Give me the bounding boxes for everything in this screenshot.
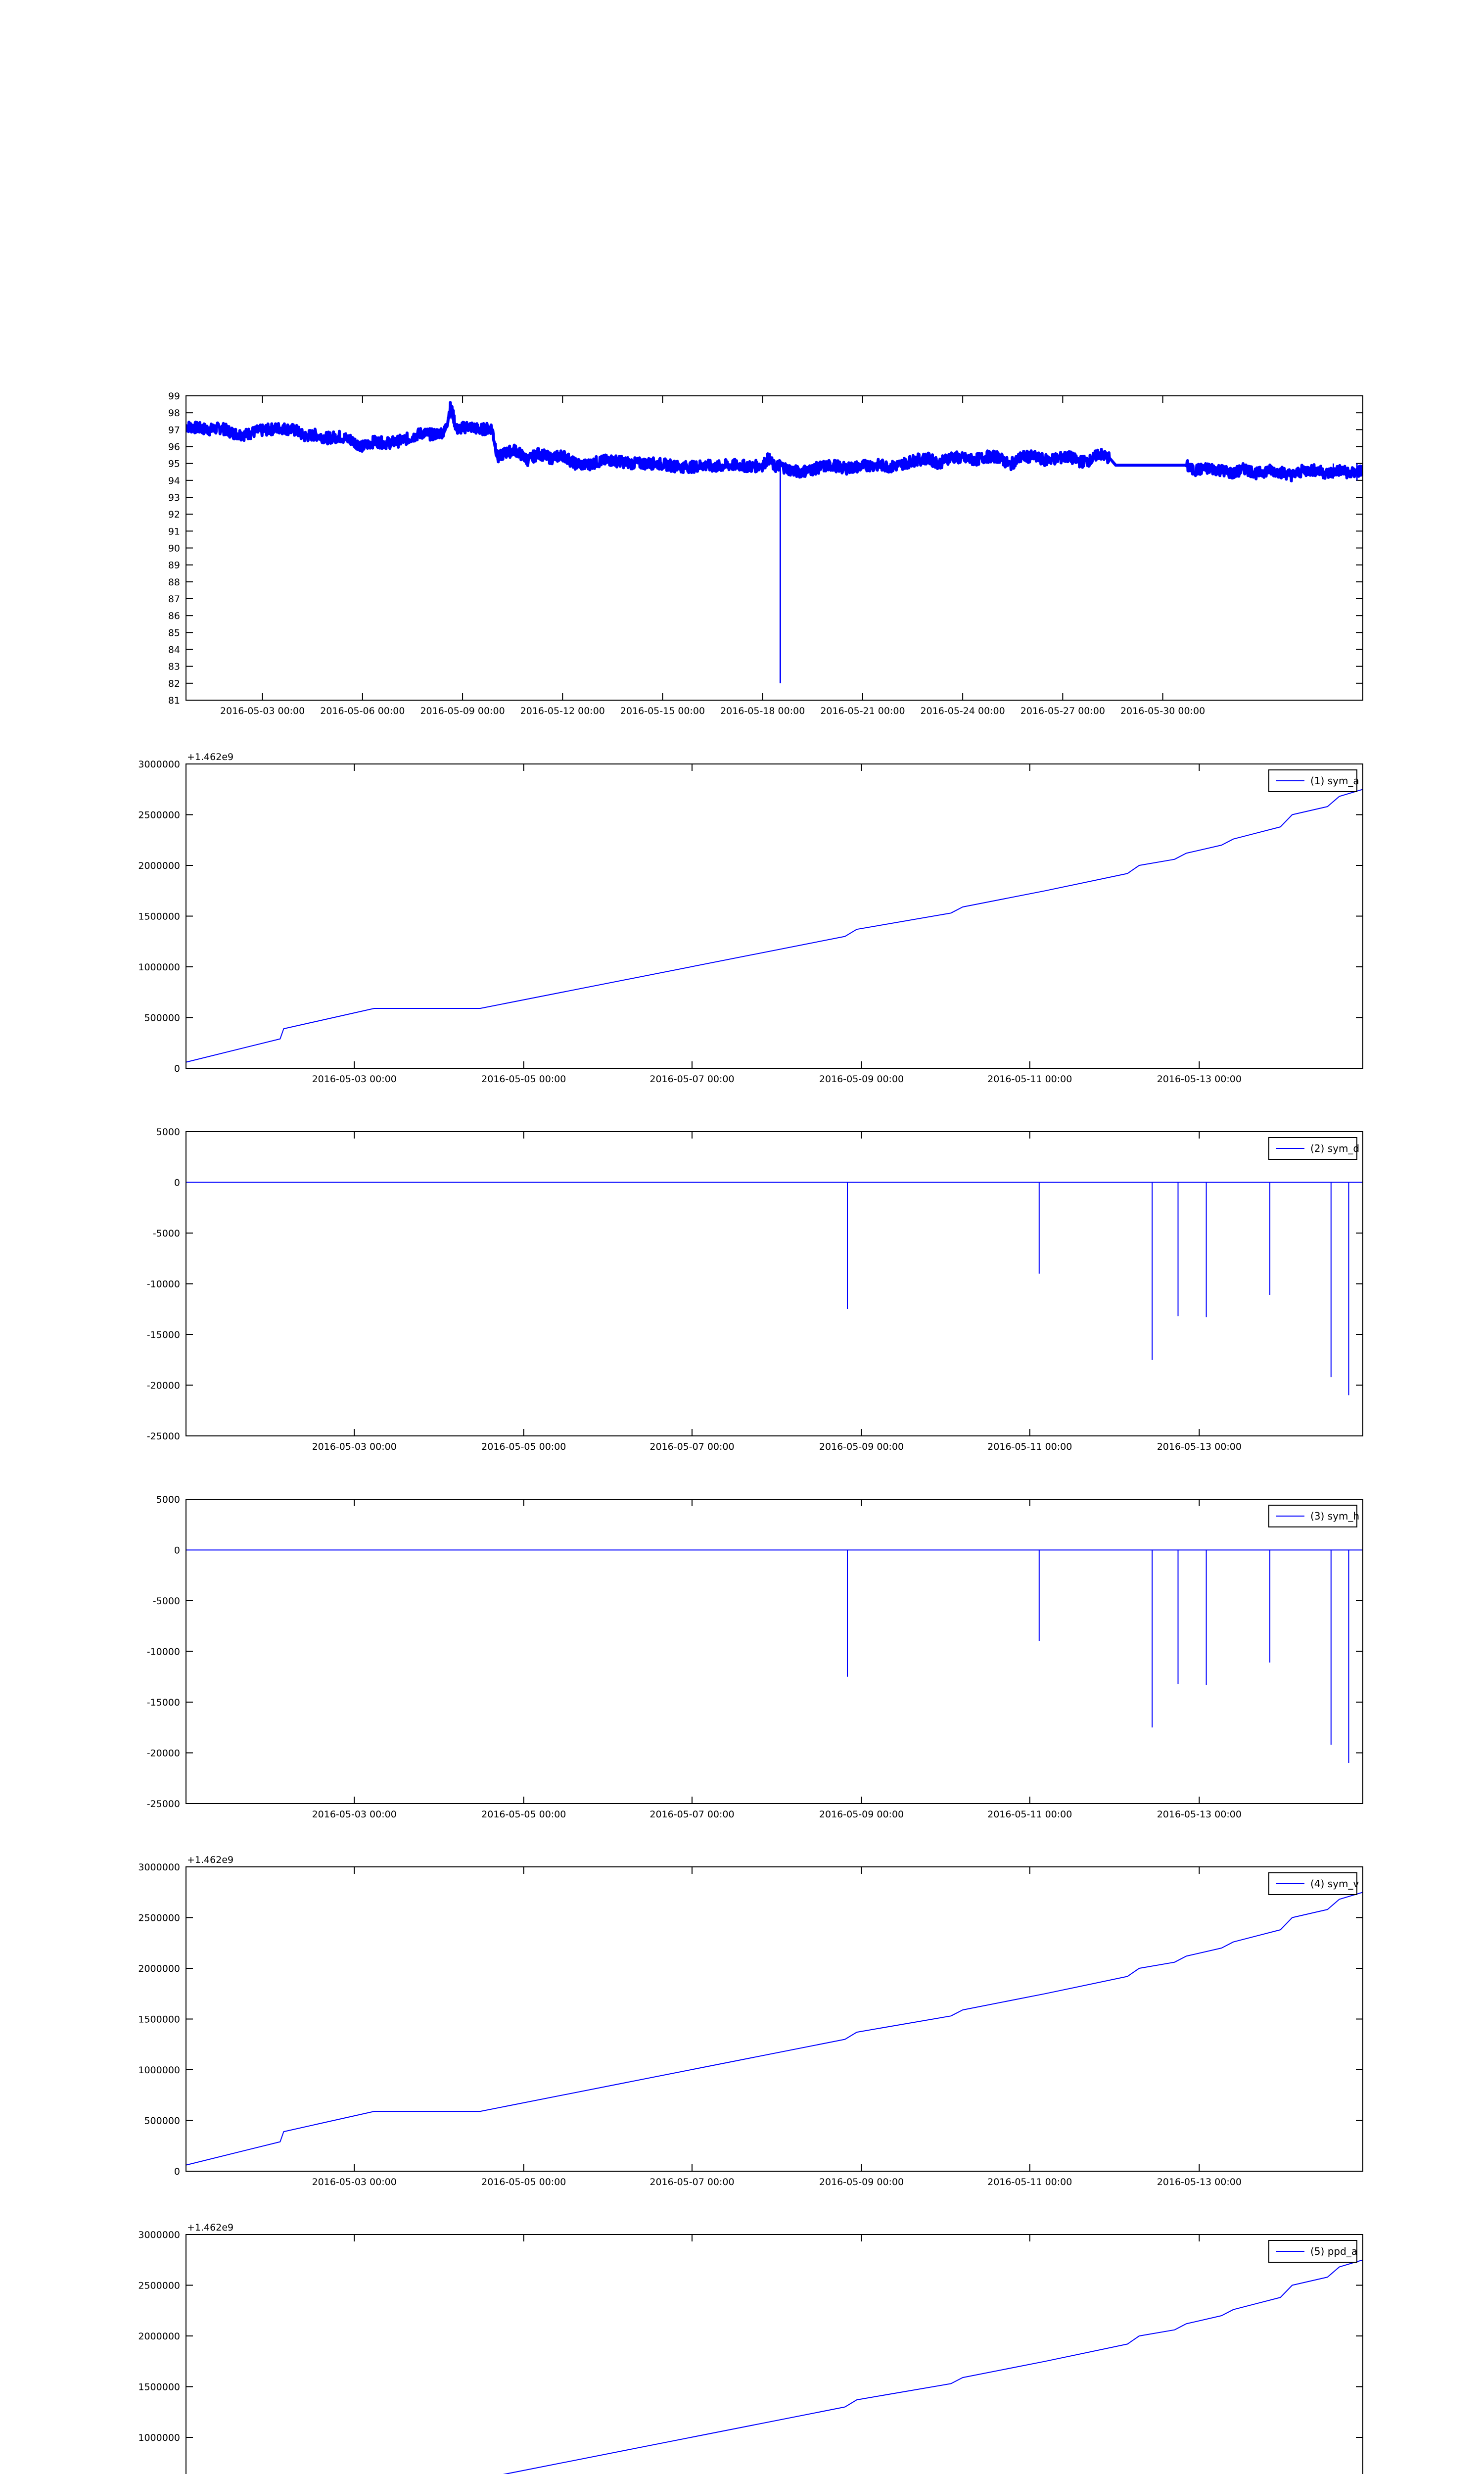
- y-tick-label: 500000: [144, 1012, 180, 1024]
- y-tick-label: 85: [168, 627, 180, 639]
- x-tick-label: 2016-05-12 00:00: [520, 706, 605, 716]
- y-tick-label: -25000: [146, 1431, 180, 1442]
- x-tick-label: 2016-05-03 00:00: [312, 2177, 397, 2188]
- y-tick-label: -10000: [146, 1646, 180, 1658]
- x-tick-label: 2016-05-07 00:00: [649, 1809, 735, 1820]
- x-tick-label: 2016-05-11 00:00: [987, 1441, 1072, 1452]
- x-tick-label: 2016-05-11 00:00: [987, 1809, 1072, 1820]
- x-tick-label: 2016-05-05 00:00: [481, 1074, 566, 1085]
- y-tick-label: 87: [168, 594, 180, 605]
- x-tick-label: 2016-05-11 00:00: [987, 2177, 1072, 2188]
- x-tick-label: 2016-05-30 00:00: [1120, 706, 1206, 716]
- y-tick-label: 1500000: [138, 2014, 180, 2025]
- x-tick-label: 2016-05-09 00:00: [819, 1441, 904, 1452]
- y-tick-label: 90: [168, 543, 180, 554]
- y-tick-label: 1500000: [138, 2381, 180, 2393]
- y-tick-label: 0: [174, 1063, 180, 1074]
- x-tick-label: 2016-05-05 00:00: [481, 1809, 566, 1820]
- x-tick-label: 2016-05-03 00:00: [312, 1441, 397, 1452]
- y-tick-label: -25000: [146, 1799, 180, 1809]
- y-tick-label: -5000: [152, 1228, 180, 1239]
- y-tick-label: 5000: [156, 1127, 180, 1138]
- x-tick-label: 2016-05-11 00:00: [987, 1074, 1072, 1085]
- y-tick-label: 91: [168, 526, 180, 537]
- y-tick-label: 2500000: [138, 1912, 180, 1924]
- y-tick-label: 82: [168, 678, 180, 689]
- y-tick-label: 1000000: [138, 962, 180, 973]
- y-tick-label: 88: [168, 576, 180, 588]
- y-tick-label: -15000: [146, 1330, 180, 1340]
- axis-offset-label: +1.462e9: [187, 1855, 234, 1865]
- x-tick-label: 2016-05-13 00:00: [1157, 1441, 1242, 1452]
- y-tick-label: 0: [174, 1177, 180, 1189]
- y-tick-label: 1500000: [138, 911, 180, 922]
- y-tick-label: 1000000: [138, 2432, 180, 2443]
- x-tick-label: 2016-05-06 00:00: [320, 706, 405, 716]
- y-tick-label: 81: [168, 695, 180, 706]
- x-tick-label: 2016-05-05 00:00: [481, 2177, 566, 2188]
- legend-label: (3) sym_h: [1310, 1510, 1360, 1522]
- y-tick-label: -10000: [146, 1279, 180, 1290]
- legend-label: (2) sym_d: [1310, 1142, 1360, 1154]
- y-tick-label: 500000: [144, 2115, 180, 2127]
- x-tick-label: 2016-05-21 00:00: [820, 706, 905, 716]
- y-tick-label: 98: [168, 408, 180, 419]
- x-tick-label: 2016-05-09 00:00: [819, 2177, 904, 2188]
- x-tick-label: 2016-05-24 00:00: [920, 706, 1005, 716]
- x-tick-label: 2016-05-09 00:00: [819, 1074, 904, 1085]
- y-tick-label: 3000000: [138, 2230, 180, 2240]
- x-tick-label: 2016-05-03 00:00: [220, 706, 305, 716]
- y-tick-label: 95: [168, 458, 180, 470]
- x-tick-label: 2016-05-13 00:00: [1157, 2177, 1242, 2188]
- y-tick-label: 1000000: [138, 2065, 180, 2076]
- y-tick-label: -15000: [146, 1697, 180, 1708]
- x-tick-label: 2016-05-07 00:00: [649, 1441, 735, 1452]
- y-tick-label: 5000: [156, 1494, 180, 1505]
- x-tick-label: 2016-05-18 00:00: [720, 706, 805, 716]
- legend-label: (1) sym_a: [1310, 775, 1359, 787]
- legend-label: (4) sym_v: [1310, 1878, 1359, 1890]
- x-tick-label: 2016-05-13 00:00: [1157, 1074, 1242, 1085]
- x-tick-label: 2016-05-05 00:00: [481, 1441, 566, 1452]
- y-tick-label: 84: [168, 644, 180, 656]
- x-tick-label: 2016-05-07 00:00: [649, 2177, 735, 2188]
- y-tick-label: 2000000: [138, 1963, 180, 1974]
- y-tick-label: 2500000: [138, 809, 180, 821]
- y-tick-label: 96: [168, 441, 180, 453]
- x-tick-label: 2016-05-09 00:00: [819, 1809, 904, 1820]
- y-tick-label: 2000000: [138, 2331, 180, 2342]
- x-tick-label: 2016-05-09 00:00: [420, 706, 505, 716]
- y-tick-label: -5000: [152, 1596, 180, 1607]
- y-tick-label: 2500000: [138, 2280, 180, 2291]
- y-tick-label: 86: [168, 611, 180, 622]
- x-tick-label: 2016-05-07 00:00: [649, 1074, 735, 1085]
- y-tick-label: 99: [168, 391, 180, 402]
- y-tick-label: 3000000: [138, 759, 180, 770]
- y-tick-label: 2000000: [138, 860, 180, 871]
- axis-offset-label: +1.462e9: [187, 2222, 234, 2233]
- x-tick-label: 2016-05-15 00:00: [620, 706, 705, 716]
- y-tick-label: 0: [174, 2166, 180, 2177]
- y-tick-label: 97: [168, 425, 180, 436]
- y-tick-label: 93: [168, 492, 180, 503]
- legend-label: (5) ppd_a: [1310, 2245, 1358, 2257]
- y-tick-label: -20000: [146, 1748, 180, 1759]
- y-tick-label: 3000000: [138, 1862, 180, 1873]
- x-tick-label: 2016-05-27 00:00: [1020, 706, 1105, 716]
- y-tick-label: 89: [168, 560, 180, 571]
- y-tick-label: 94: [168, 475, 180, 486]
- x-tick-label: 2016-05-13 00:00: [1157, 1809, 1242, 1820]
- x-tick-label: 2016-05-03 00:00: [312, 1074, 397, 1085]
- x-tick-label: 2016-05-03 00:00: [312, 1809, 397, 1820]
- y-tick-label: 83: [168, 661, 180, 672]
- y-tick-label: -20000: [146, 1380, 180, 1391]
- y-tick-label: 92: [168, 509, 180, 521]
- axis-offset-label: +1.462e9: [187, 752, 234, 762]
- y-tick-label: 0: [174, 1545, 180, 1556]
